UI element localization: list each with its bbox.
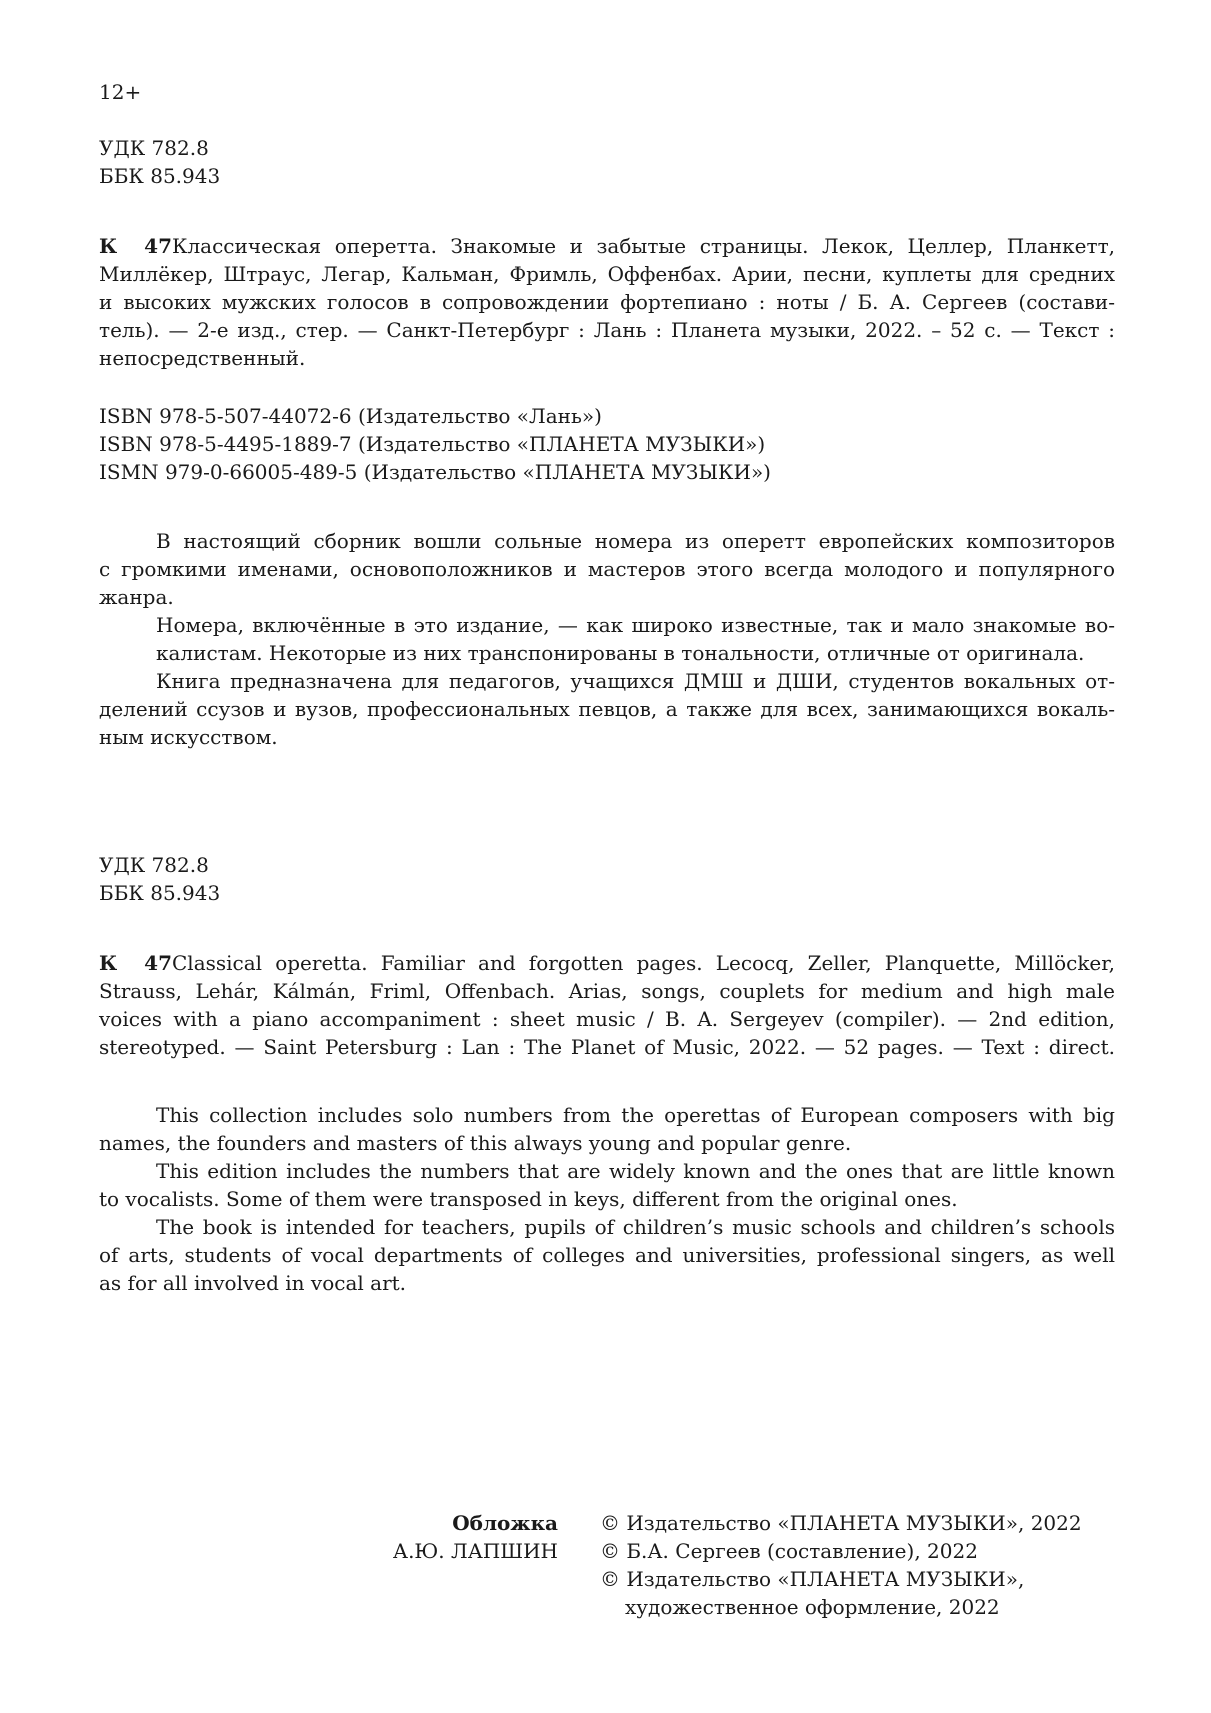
abstract-line: as for all involved in vocal art. bbox=[99, 1271, 407, 1295]
abstract-line: Книга предназначена для педагогов, учащихся ДМШ и ДШИ, студентов вокальных от- bbox=[156, 669, 1115, 693]
bib-line: voices with a piano accompaniment : sheet music / B. A. Sergeyev (compiler). — 2nd edition, bbox=[99, 1007, 1115, 1031]
author-mark: К 47 bbox=[99, 234, 172, 258]
abstract-line: В настоящий сборник вошли сольные номера из оперетт европейских композиторов bbox=[156, 529, 1115, 553]
abstract-line: с громкими именами, основоположников и мастеров этого всегда молодого и популярного bbox=[99, 557, 1115, 581]
bib-line: Strauss, Lehár, Kálmán, Friml, Offenbach. Arias, songs, couplets for medium and high male bbox=[99, 979, 1115, 1003]
cover-label: Обложка bbox=[452, 1511, 558, 1535]
abstract-line: ным искусством. bbox=[99, 725, 278, 749]
abstract-line: The book is intended for teachers, pupils of children’s music schools and children’s schools bbox=[156, 1215, 1115, 1239]
bib-line: Миллёкер, Штраус, Легар, Кальман, Фримль, Оффенбах. Арии, песни, куплеты для средних bbox=[99, 262, 1115, 286]
bib-line: и высоких мужских голосов в сопровождении фортепиано : ноты / Б. А. Сергеев (состави- bbox=[99, 290, 1115, 314]
bbk-code: ББК 85.943 bbox=[99, 164, 221, 188]
copyright-line: художественное оформление, 2022 bbox=[625, 1595, 1000, 1619]
en-classification bbox=[99, 851, 1115, 907]
isbn-list bbox=[99, 402, 1115, 486]
bib-line: К 47Классическая оперетта. Знакомые и забытые страницы. Лекок, Целлер, Планкетт, bbox=[99, 234, 1115, 258]
abstract-line: of arts, students of vocal departments of colleges and universities, professional singers, as well bbox=[99, 1243, 1115, 1267]
copyright-line: © Б.А. Сергеев (составление), 2022 bbox=[600, 1539, 978, 1563]
copyright-line: © Издательство «ПЛАНЕТА МУЗЫКИ», 2022 bbox=[600, 1511, 1082, 1535]
isbn-line: ISMN 979-0-66005-489-5 (Издательство «ПЛАНЕТА МУЗЫКИ») bbox=[99, 460, 771, 484]
udk-code: УДК 782.8 bbox=[99, 853, 209, 877]
cover-credit bbox=[330, 1509, 558, 1565]
bib-line: К 47Classical operetta. Familiar and forgotten pages. Lecocq, Zeller, Planquette, Millöcker, bbox=[99, 951, 1115, 975]
age-rating: 12+ bbox=[99, 80, 142, 104]
isbn-line: ISBN 978-5-507-44072-6 (Издательство «Лань») bbox=[99, 404, 602, 428]
ru-bibliographic-record bbox=[99, 232, 1115, 372]
abstract-line: Номера, включённые в это издание, — как широко известные, так и мало знакомые во- bbox=[156, 613, 1115, 637]
isbn-line: ISBN 978-5-4495-1889-7 (Издательство «ПЛАНЕТА МУЗЫКИ») bbox=[99, 432, 766, 456]
udk-code: УДК 782.8 bbox=[99, 136, 209, 160]
abstract-line: names, the founders and masters of this always young and popular genre. bbox=[99, 1131, 852, 1155]
abstract-line: This collection includes solo numbers from the operettas of European composers with big bbox=[156, 1103, 1115, 1127]
abstract-line: делений ссузов и вузов, профессиональных певцов, а также для всех, занимающихся вокаль- bbox=[99, 697, 1115, 721]
en-abstract bbox=[99, 1101, 1115, 1297]
bib-line: непосредственный. bbox=[99, 346, 306, 370]
copyright-block bbox=[600, 1509, 1120, 1621]
bib-line: stereotyped. — Saint Petersburg : Lan : The Planet of Music, 2022. — 52 pages. — Text : direct. bbox=[99, 1035, 1115, 1059]
bib-line: тель). — 2-е изд., стер. — Санкт-Петербург : Лань : Планета музыки, 2022. – 52 с. — Текст : bbox=[99, 318, 1115, 342]
abstract-line: жанра. bbox=[99, 585, 174, 609]
en-bibliographic-record bbox=[99, 949, 1115, 1061]
ru-abstract bbox=[99, 527, 1115, 751]
copyright-line: © Издательство «ПЛАНЕТА МУЗЫКИ», bbox=[600, 1567, 1025, 1591]
abstract-line: This edition includes the numbers that are widely known and the ones that are little known bbox=[156, 1159, 1115, 1183]
cover-artist: А.Ю. ЛАПШИН bbox=[392, 1539, 558, 1563]
ru-classification bbox=[99, 134, 1115, 190]
abstract-line: to vocalists. Some of them were transposed in keys, different from the original ones. bbox=[99, 1187, 958, 1211]
author-mark: К 47 bbox=[99, 951, 172, 975]
abstract-line: калистам. Некоторые из них транспонированы в тональности, отличные от оригинала. bbox=[156, 641, 1085, 665]
bbk-code: ББК 85.943 bbox=[99, 881, 221, 905]
